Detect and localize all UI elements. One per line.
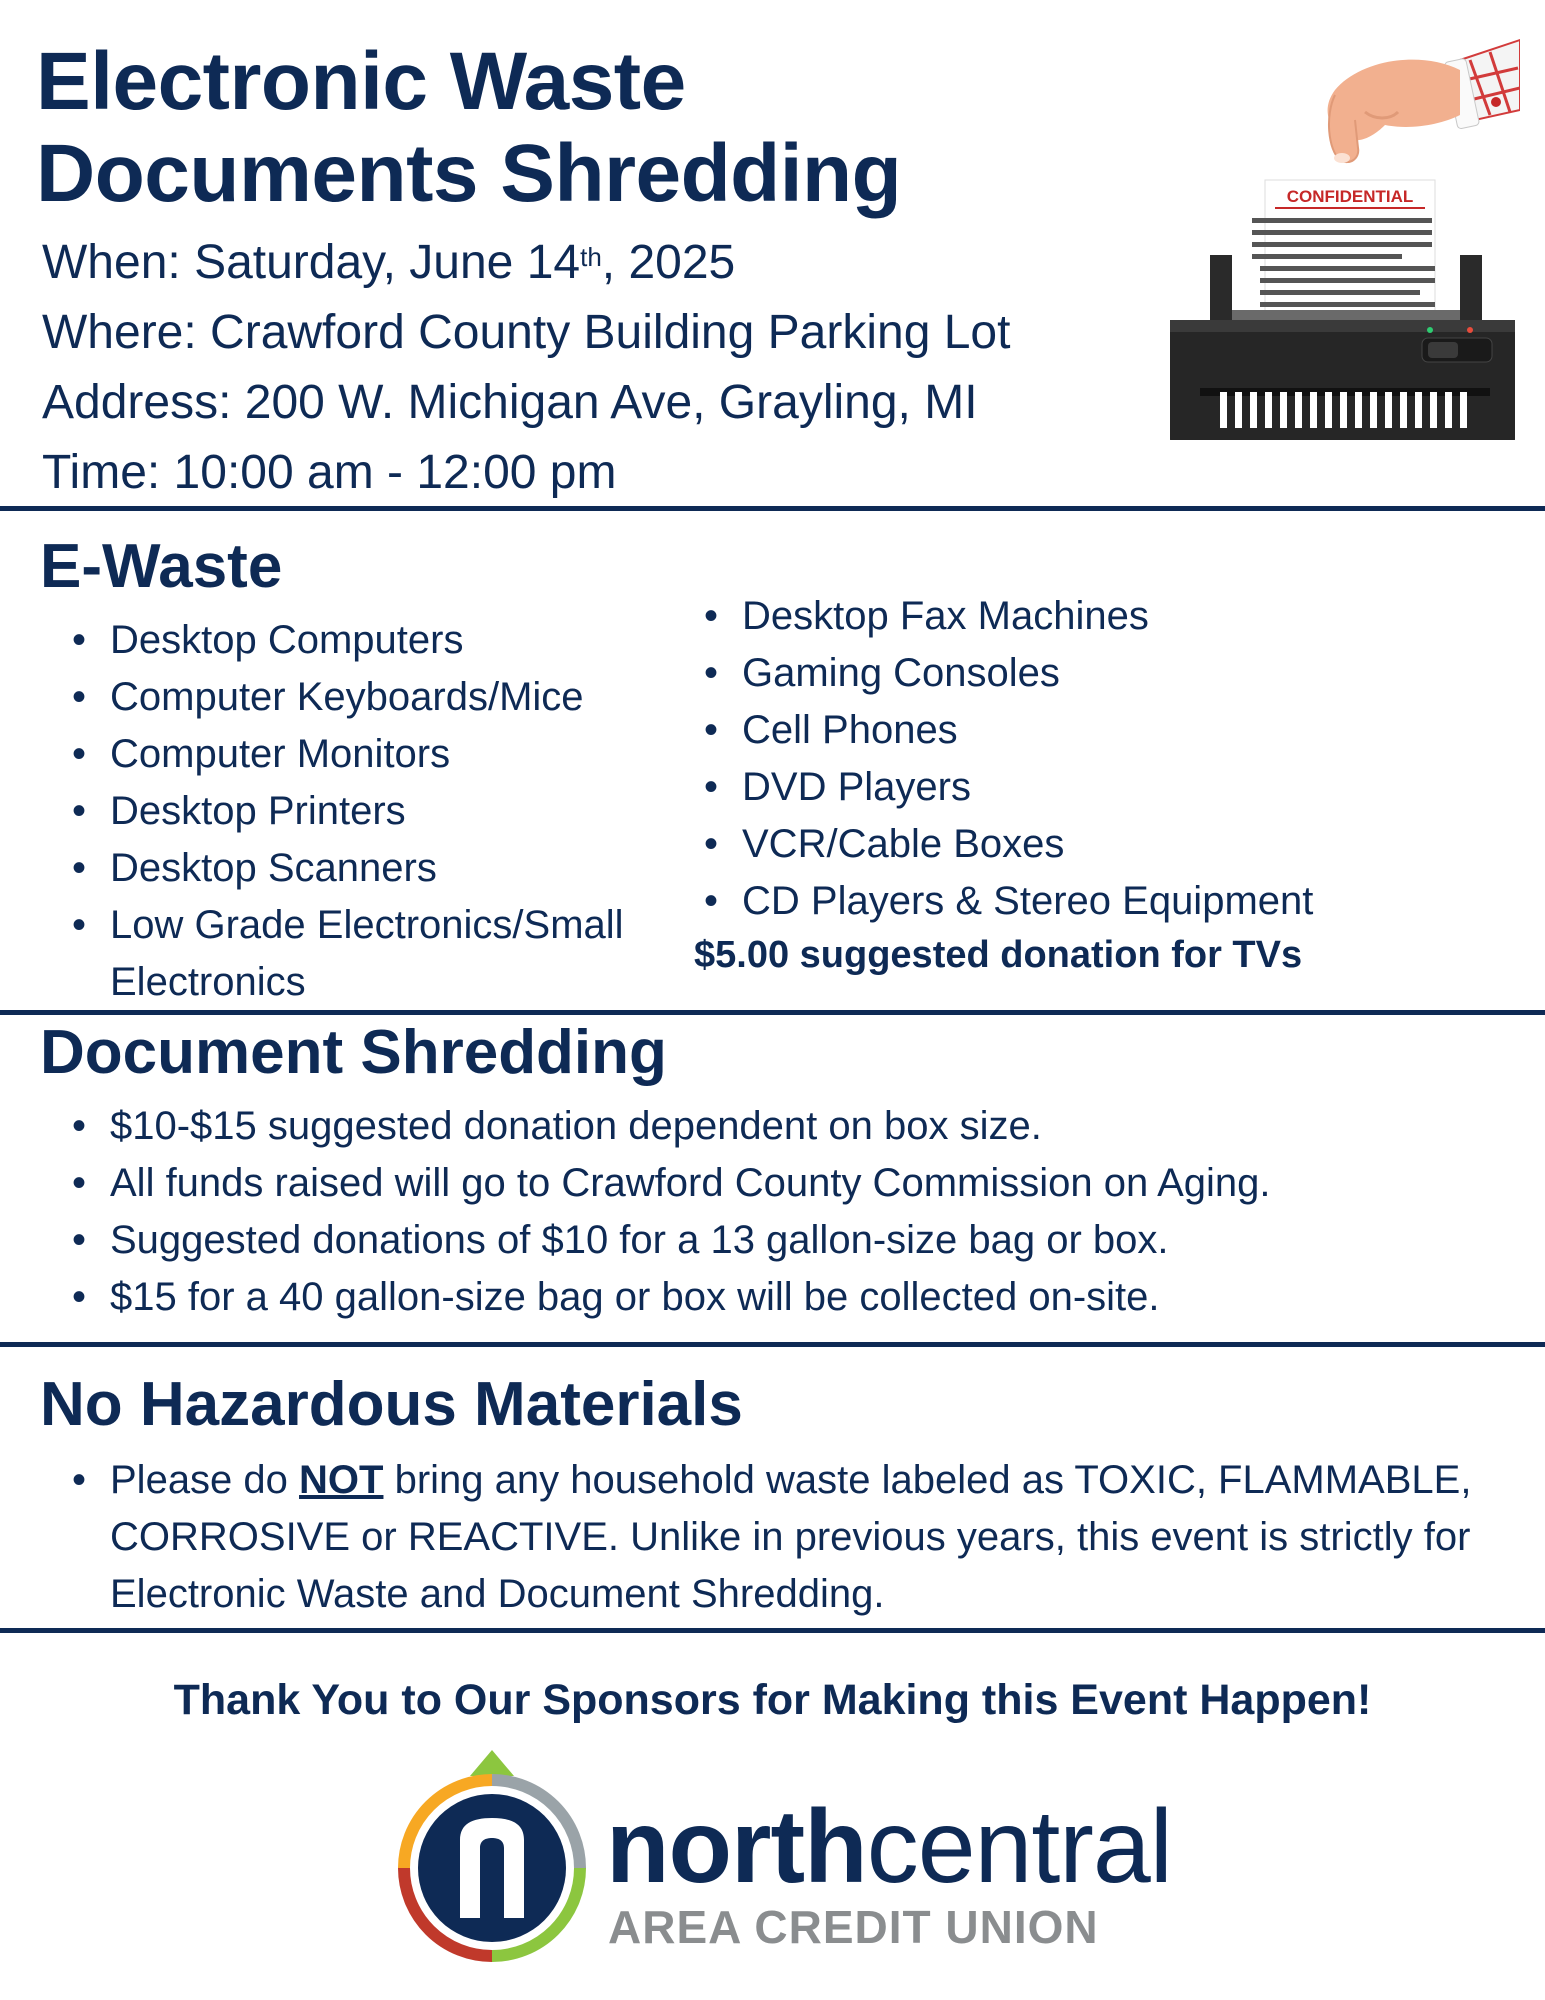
list-item: • Low Grade Electronics/Small Electronics bbox=[72, 897, 652, 1011]
list-item: • All funds raised will go to Crawford County Commission on Aging. bbox=[72, 1155, 1492, 1212]
list-item: • Desktop Printers bbox=[72, 783, 652, 840]
title-line-2: Documents Shredding bbox=[36, 128, 902, 219]
list-item: • Suggested donations of $10 for a 13 gallon-size bag or box. bbox=[72, 1212, 1492, 1269]
hand-icon bbox=[1328, 40, 1520, 163]
list-item: • DVD Players bbox=[704, 759, 1504, 816]
list-item: • Gaming Consoles bbox=[704, 645, 1504, 702]
shredding-heading: Document Shredding bbox=[40, 1018, 667, 1087]
ewaste-list-right bbox=[704, 588, 1504, 930]
list-item: • Computer Monitors bbox=[72, 726, 652, 783]
list-item: • VCR/Cable Boxes bbox=[704, 816, 1504, 873]
shredding-list bbox=[72, 1098, 1492, 1326]
list-item: • $15 for a 40 gallon-size bag or box will be collected on-site. bbox=[72, 1269, 1492, 1326]
list-item: • Desktop Fax Machines bbox=[704, 588, 1504, 645]
hazard-heading: No Hazardous Materials bbox=[40, 1370, 743, 1439]
hazard-list bbox=[72, 1452, 1492, 1623]
hazard-text: • Please do NOT bring any household waste labeled as TOXIC, FLAMMABLE, CORROSIVE or REACTIVE. Unlike in previous years, this event is strictly for Electronic Waste and Document Shredding. bbox=[72, 1452, 1492, 1623]
list-item: • CD Players & Stereo Equipment bbox=[704, 873, 1504, 930]
sponsor-thanks: Thank You to Our Sponsors for Making this Event Happen! bbox=[173, 1676, 1372, 1724]
list-item: • Desktop Scanners bbox=[72, 840, 652, 897]
event-when: When: Saturday, June 14th, 2025 bbox=[42, 236, 736, 289]
list-item: • Desktop Computers bbox=[72, 612, 652, 669]
confidential-label: CONFIDENTIAL bbox=[1286, 187, 1414, 206]
logo-subtitle: AREA CREDIT UNION bbox=[608, 1901, 1099, 1953]
logo-mark-icon bbox=[392, 1748, 592, 1968]
ewaste-list-left bbox=[72, 612, 652, 1011]
divider-2 bbox=[0, 1010, 1545, 1015]
list-item: • $10-$15 suggested donation dependent on box size. bbox=[72, 1098, 1492, 1155]
not-emphasis: NOT bbox=[299, 1458, 384, 1502]
shredder-illustration bbox=[1160, 20, 1520, 440]
logo-wordmark: northcentral bbox=[606, 1789, 1172, 1905]
event-where: Where: Crawford County Building Parking Lot bbox=[42, 306, 1011, 359]
event-time: Time: 10:00 am - 12:00 pm bbox=[42, 446, 617, 499]
title-line-1: Electronic Waste bbox=[36, 36, 686, 127]
divider-3 bbox=[0, 1342, 1545, 1347]
divider-4 bbox=[0, 1628, 1545, 1633]
list-item: • Cell Phones bbox=[704, 702, 1504, 759]
ewaste-heading: E-Waste bbox=[40, 532, 283, 601]
divider-1 bbox=[0, 506, 1545, 511]
list-item: • Computer Keyboards/Mice bbox=[72, 669, 652, 726]
page-title bbox=[36, 36, 901, 220]
tv-donation-note: $5.00 suggested donation for TVs bbox=[694, 934, 1303, 976]
event-address: Address: 200 W. Michigan Ave, Grayling, MI bbox=[42, 376, 978, 429]
shredder-icon bbox=[1170, 180, 1515, 440]
